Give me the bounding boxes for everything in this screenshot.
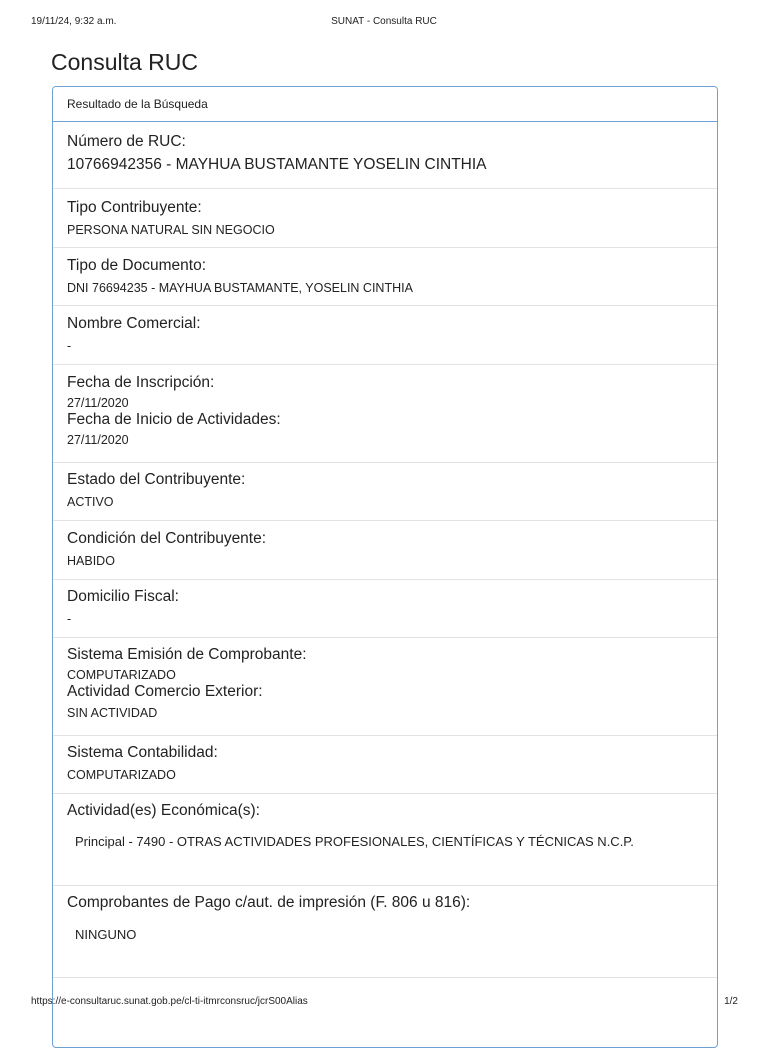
fecha-inicio-label: Fecha de Inicio de Actividades: xyxy=(67,411,281,428)
actividad-principal: Principal - 7490 - OTRAS ACTIVIDADES PROFESIONALES, CIENTÍFICAS Y TÉCNICAS N.C.P. xyxy=(75,834,634,849)
page-title: Consulta RUC xyxy=(51,49,198,75)
comprobantes-row xyxy=(53,885,717,977)
actividad-comercio-value: SIN ACTIVIDAD xyxy=(67,706,158,720)
tipo-contribuyente-value: PERSONA NATURAL SIN NEGOCIO xyxy=(67,223,275,237)
fecha-inicio-value: 27/11/2020 xyxy=(67,433,129,447)
page-count: 1/2 xyxy=(724,996,738,1007)
sistema-emision-value: COMPUTARIZADO xyxy=(67,668,176,682)
nombre-comercial-value: - xyxy=(67,339,72,353)
ruc-row xyxy=(53,123,717,188)
fechas-row xyxy=(53,364,717,462)
condicion-value: HABIDO xyxy=(67,554,115,568)
nombre-comercial-label: Nombre Comercial: xyxy=(67,315,201,332)
print-date: 19/11/24, 9:32 a.m. xyxy=(31,16,117,27)
tipo-contribuyente-row xyxy=(53,188,717,247)
estado-row xyxy=(53,462,717,520)
tipo-documento-value: DNI 76694235 - MAYHUA BUSTAMANTE, YOSELIN CINTHIA xyxy=(67,281,413,295)
domicilio-value: - xyxy=(67,612,72,626)
actividades-row xyxy=(53,793,717,885)
fecha-inscripcion-value: 27/11/2020 xyxy=(67,396,129,410)
ruc-value: 10766942356 - MAYHUA BUSTAMANTE YOSELIN CINTHIA xyxy=(67,156,487,173)
print-title: SUNAT - Consulta RUC xyxy=(331,16,437,27)
ruc-label: Número de RUC: xyxy=(67,133,186,150)
tipo-contribuyente-label: Tipo Contribuyente: xyxy=(67,199,202,216)
sistema-emision-label: Sistema Emisión de Comprobante: xyxy=(67,646,307,663)
page-url: https://e-consultaruc.sunat.gob.pe/cl-ti-itmrconsruc/jcrS00Alias xyxy=(31,996,308,1007)
tipo-documento-row xyxy=(53,247,717,305)
condicion-label: Condición del Contribuyente: xyxy=(67,530,267,547)
sistema-emision-row xyxy=(53,637,717,735)
domicilio-label: Domicilio Fiscal: xyxy=(67,588,179,605)
next-row xyxy=(53,977,717,1047)
panel-heading: Resultado de la Búsqueda xyxy=(53,87,717,122)
nombre-comercial-row xyxy=(53,305,717,364)
tipo-documento-label: Tipo de Documento: xyxy=(67,257,207,274)
results-panel xyxy=(52,86,718,1048)
actividad-comercio-label: Actividad Comercio Exterior: xyxy=(67,683,263,700)
sistema-contabilidad-row xyxy=(53,735,717,793)
actividades-label: Actividad(es) Económica(s): xyxy=(67,802,260,819)
estado-label: Estado del Contribuyente: xyxy=(67,471,246,488)
estado-value: ACTIVO xyxy=(67,495,114,509)
fecha-inscripcion-label: Fecha de Inscripción: xyxy=(67,374,215,391)
comprobantes-value: NINGUNO xyxy=(75,927,137,942)
domicilio-row xyxy=(53,579,717,637)
condicion-row xyxy=(53,520,717,579)
sistema-contabilidad-value: COMPUTARIZADO xyxy=(67,768,176,782)
sistema-contabilidad-label: Sistema Contabilidad: xyxy=(67,744,218,761)
comprobantes-label: Comprobantes de Pago c/aut. de impresión (F. 806 u 816): xyxy=(67,894,471,911)
